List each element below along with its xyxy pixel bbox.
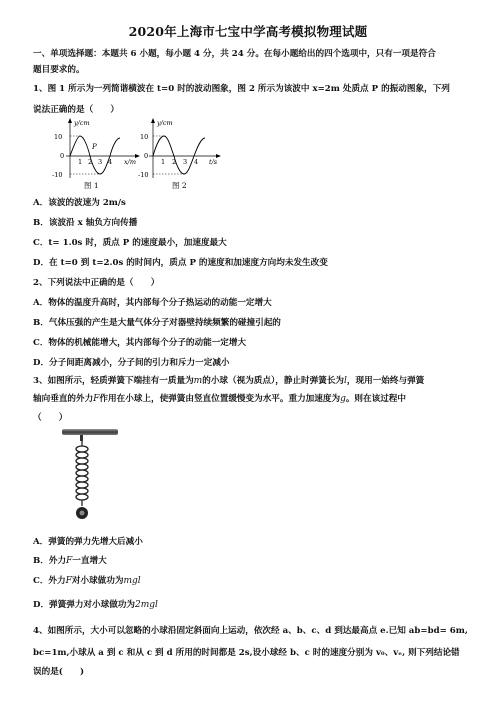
- fig1-xtick-2: 2: [88, 158, 93, 166]
- fig2-ytick-0: 0: [144, 152, 149, 160]
- fig2-ytick-neg10: -10: [138, 171, 149, 179]
- q4-stem-line3: 误的是( ): [33, 667, 85, 677]
- section-heading-line2: 题目要求的。: [33, 65, 85, 75]
- q3-option-b: B．外力F一直增大: [33, 556, 107, 566]
- q1-stem-line2: 说法正确的是（ ）: [33, 105, 119, 115]
- q3-f-symbol: F: [93, 394, 100, 404]
- q3-l-symbol: l: [344, 376, 347, 386]
- q2-option-c: C．物体的机械能增大，其内部每个分子的动能一定增大: [33, 338, 247, 348]
- q1-figure1-wave-graph: [44, 118, 144, 190]
- q4-stem-line2: bc=1m,小球从 a 到 c 和从 c 到 d 所用的时间都是 2s,设小球经 b、c 时的速度分别为 v₀、vₑ, 则下列结论错: [33, 648, 460, 658]
- q1-stem: [33, 80, 469, 120]
- fig1-xtick-1: 1: [78, 158, 83, 166]
- q3-g-symbol: g: [340, 394, 346, 404]
- q3-option-d: D．弹簧弹力对小球做功为2mgl: [33, 600, 158, 610]
- fig1-ytick-10: 10: [54, 133, 63, 141]
- q1-option-a: A．该波的波速为 2m/s: [33, 198, 126, 208]
- q3-stem-line1: 3、如图所示，轻质弹簧下端挂有一质量为m的小球（视为质点），静止时弹簧长为l，现用一始终与弹簧: [33, 376, 425, 386]
- section-heading: [33, 45, 469, 80]
- fig1-xtick-3: 3: [98, 158, 103, 166]
- q1-option-d: D．在 t=0 到 t=2.0s 的时间内，质点 P 的速度和加速度方向均未发生改变: [33, 258, 328, 268]
- q2-option-a: A．物体的温度升高时，其内部每个分子热运动的动能一定增大: [33, 298, 272, 308]
- q1-stem-line1: 1、图 1 所示为一列简谐横波在 t=0 时的波动图象，图 2 所示为该波中 x=2m 处质点 P 的振动图象，下列: [33, 84, 450, 94]
- q3-option-a: A．弹簧的弹力先增大后减小: [33, 537, 143, 547]
- q4-stem: [33, 622, 469, 682]
- page-title: 2020年上海市七宝中学高考模拟物理试题: [128, 24, 368, 39]
- fig1-ytick-neg10: -10: [52, 171, 63, 179]
- q2-option-b: B．气体压强的产生是大量气体分子对器壁持续频繁的碰撞引起的: [33, 318, 281, 328]
- q3-option-c: C．外力F对小球做功为mgl: [33, 576, 141, 586]
- fig2-y-axis-label: y/cm: [157, 119, 173, 127]
- fig1-y-axis-label: y/cm: [74, 119, 90, 127]
- fig1-x-axis-label: x/m: [124, 158, 137, 166]
- q3-stem-line2: 轴向垂直的外力F作用在小球上，使弹簧由竖直位置缓慢变为水平。重力加速度为g。则在该过程中: [33, 394, 406, 404]
- fig1-point-p-label: P: [92, 143, 97, 151]
- fig2-xtick-1: 1: [161, 158, 166, 166]
- fig2-ytick-10: 10: [140, 133, 149, 141]
- q1-option-b: B．该波沿 x 轴负方向传播: [33, 218, 138, 228]
- q1-figure2-vibration-graph: [137, 118, 237, 190]
- fig1-ytick-0: 0: [60, 152, 65, 160]
- q4-stem-line1: 4、如图所示，大小可以忽略的小球沿固定斜面向上运动，依次经 a、b、c、d 到达最高点 e.已知 ab=bd= 6m,: [33, 626, 468, 636]
- q2-option-d: D．分子间距离减小，分子间的引力和斥力一定减小: [33, 358, 230, 368]
- support-rod: [62, 429, 118, 435]
- fig2-xtick-3: 3: [183, 158, 188, 166]
- fig2-xtick-4: 4: [194, 158, 199, 166]
- fig2-xtick-2: 2: [172, 158, 177, 166]
- q1-option-c: C．t= 1.0s 时，质点 P 的速度最小，加速度最大: [33, 238, 227, 248]
- fig2-x-axis-label: t/s: [209, 158, 218, 166]
- fig1-xtick-4: 4: [108, 158, 113, 166]
- q2-stem: 2、下列说法中正确的是（ ）: [33, 278, 160, 288]
- fig1-caption: 图 1: [84, 181, 99, 190]
- fig2-caption: 图 2: [172, 181, 187, 190]
- q3-stem-line3: （ ）: [33, 413, 68, 423]
- section-heading-line1: 一、单项选择题：本题共 6 小题，每小题 4 分，共 24 分。在每小题给出的四个选项中，只有一项是符合: [33, 49, 436, 59]
- q3-spring-figure: [60, 426, 120, 526]
- q3-m-symbol: m: [193, 376, 203, 386]
